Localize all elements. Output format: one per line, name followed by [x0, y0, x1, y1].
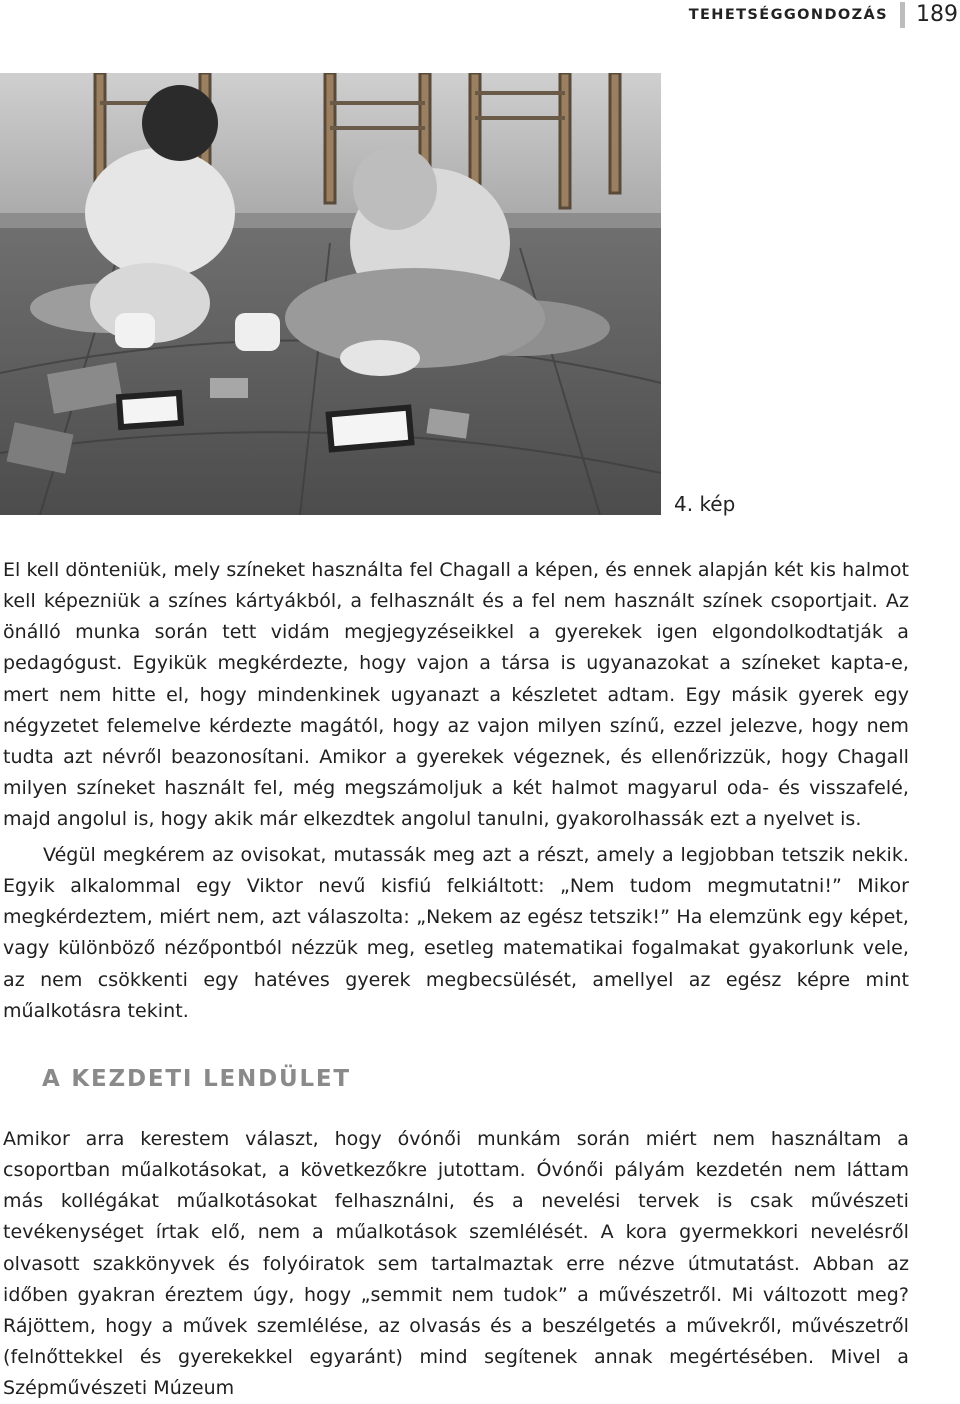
header-divider — [900, 2, 905, 28]
body-paragraph-1: El kell dönteniük, mely színeket használta fel Chagall a képen, és ennek alapján két kis halmot kell képezniük a színes kártyákból, a felhasznált és a fel nem használt színek csoportjait. Az önálló munka során tett vidám megjegyzéseikkel a gyerekek igen elgondolkodtatják a pedagógust. Egyikük megkérdezte, hogy vajon a társa is ugyanazokat a színeket kapta-e, mert nem hitte el, hogy mindenkinek ugyanazt a készletet adtam. Egy másik gyerek egy négyzetet felemelve kérdezte magától, hogy az vajon milyen színű, ezzel jelezve, hogy nem tudta azt névről beazonosítani. Amikor a gyerekek végeznek, és ellenőrizzük, hogy Chagall milyen színeket használt fel, még megszámoljuk a két halmot magyarul oda- és visszafelé, majd angolul is, hogy akik már elkezdtek angolul tanulni, gyakorolhassák ezt a nyelvet is. — [3, 559, 909, 831]
figure-caption: 4. kép — [674, 492, 736, 516]
running-header — [0, 0, 960, 34]
photo-children-sorting-cards — [0, 73, 661, 515]
running-title: TEHETSÉGGONDOZÁS — [688, 7, 888, 23]
page-number: 189 — [916, 2, 958, 27]
body-paragraph-3: Amikor arra kerestem választ, hogy óvónői munkám során miért nem használtam a csoportban műalkotásokat, a következőkre jutottam. Óvónői pályám kezdetén nem láttam más kollégákat műalkotásokat felhasználni, és a nevelési tervek is csak művészeti tevékenységet írtak elő, nem a műalkotások szemlélését. A kora gyermekkori nevelésről olvasott szakkönyvek és folyóiratok sem tartalmaztak erre nézve útmutatást. Abban az időben gyakran éreztem úgy, hogy „semmit nem tudok” a művészetről. Mi változott meg? Rájöttem, hogy a művek szemlélése, az olvasás és a beszélgetés a művekről, művészetről (felnőttekkel és gyerekekkel egyaránt) mind segítenek annak megértésében. Mivel a Szépművészeti Múzeum — [3, 1128, 909, 1400]
body-paragraph-2: Végül megkérem az ovisokat, mutassák meg azt a részt, amely a legjobban tetszik nekik. Egyik alkalommal egy Viktor nevű kisfiú felkiáltott: „Nem tudom megmutatni!” Mikor megkérdeztem, miért nem, azt válaszolta: „Nekem az egész tetszik!” Ha elemzünk egy képet, vagy különböző nézőpontból nézzük meg, esetleg matematikai fogalmakat gyakorlunk vele, az nem csökkenti egy hatéves gyerek megbecsülését, amellyel az egész képre mint műalkotásra tekint. — [3, 844, 909, 1022]
section-heading: A KEZDETI LENDÜLET — [42, 1066, 351, 1092]
